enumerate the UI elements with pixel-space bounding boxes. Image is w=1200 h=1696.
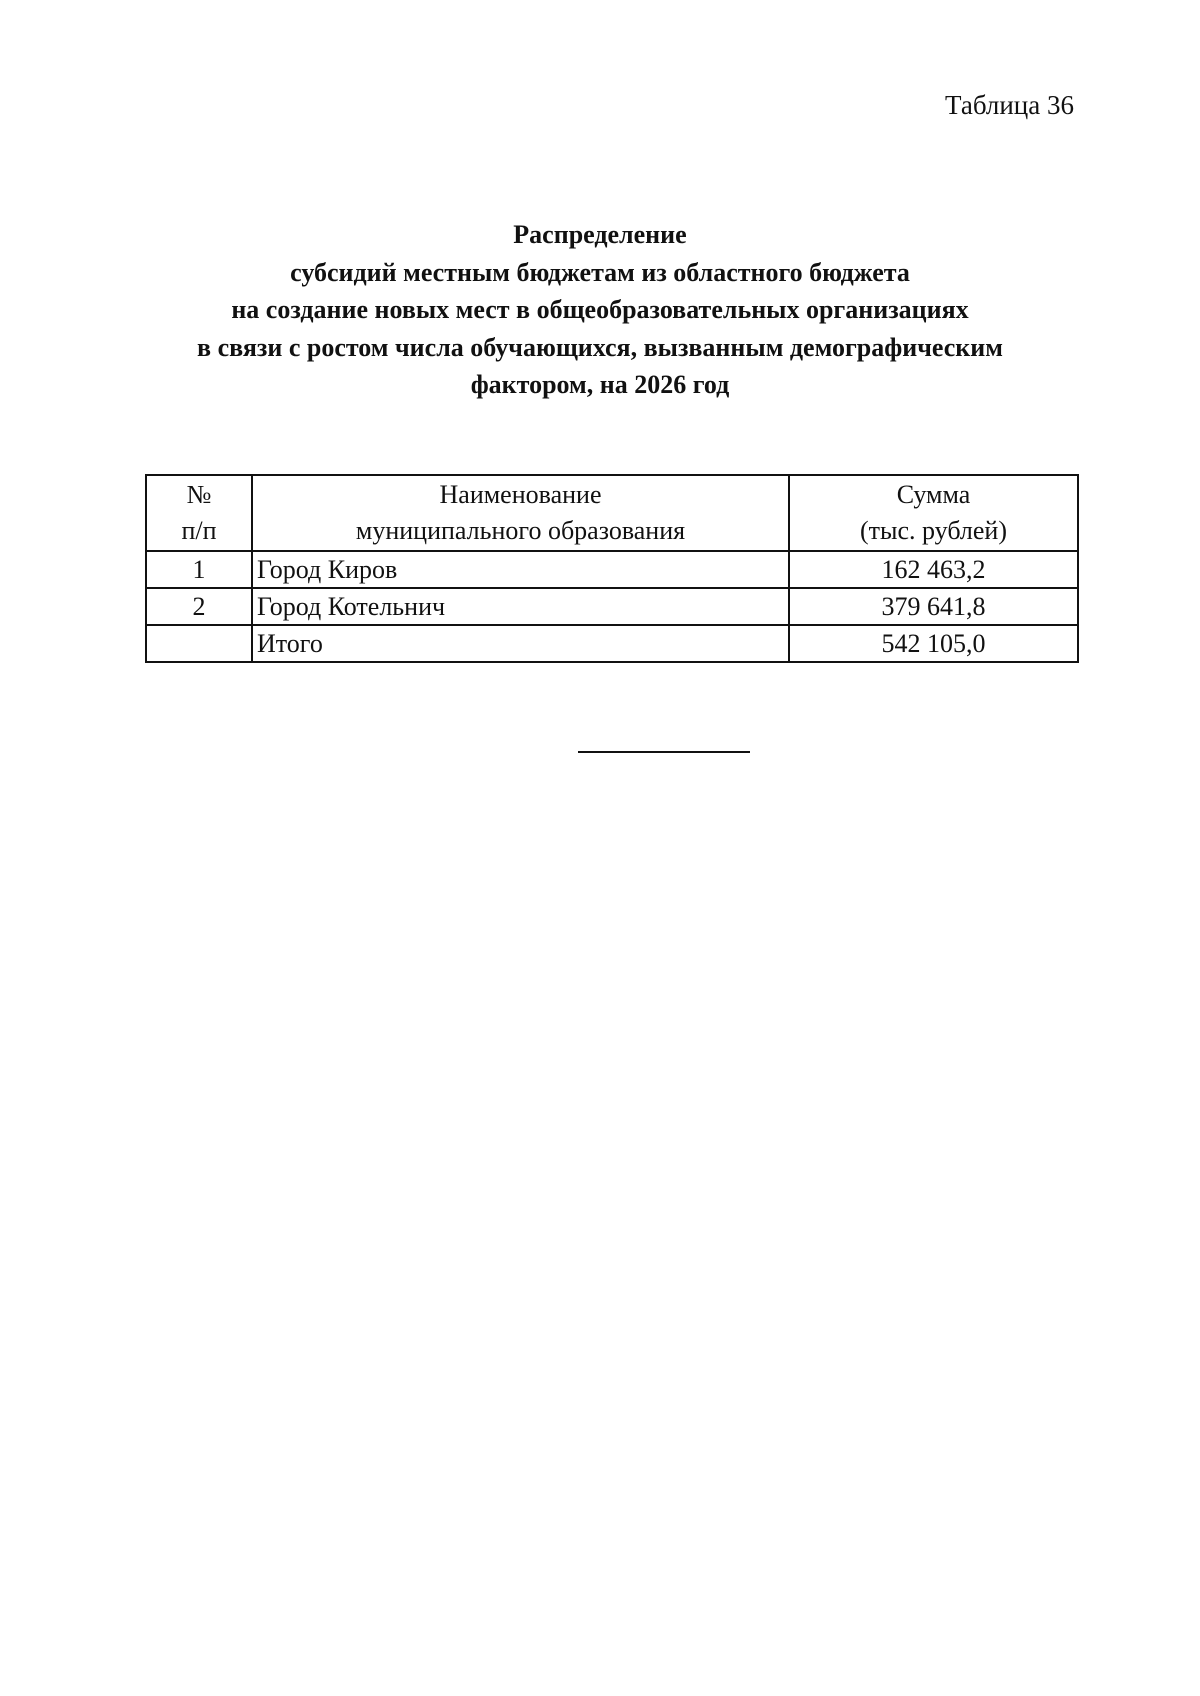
- table-total-row: [146, 625, 1078, 662]
- total-sum: 542 105,0: [789, 625, 1078, 662]
- table-header-row: [146, 475, 1078, 551]
- row-sum: 379 641,8: [789, 588, 1078, 625]
- header-municipality: [252, 475, 789, 551]
- title-line: на создание новых мест в общеобразовательных организациях: [231, 295, 969, 324]
- header-sum: [789, 475, 1078, 551]
- header-sum-line: (тыс. рублей): [859, 516, 1007, 545]
- distribution-table: [145, 474, 1079, 663]
- table-row: [146, 551, 1078, 588]
- row-municipality: Город Киров: [252, 551, 789, 588]
- row-number: 2: [146, 588, 252, 625]
- title-line: в связи с ростом числа обучающихся, вызванным демографическим: [197, 332, 1003, 362]
- title-line: субсидий местным бюджетам из областного бюджета: [290, 257, 910, 287]
- header-municipality-line: муниципального образования: [355, 516, 686, 545]
- row-municipality: Город Котельнич: [252, 588, 789, 625]
- end-rule: [578, 751, 750, 753]
- document-title: [100, 216, 1100, 404]
- header-number-line: п/п: [181, 516, 217, 545]
- header-number-line: №: [186, 480, 212, 509]
- total-number: [146, 625, 252, 662]
- title-line: Распределение: [513, 220, 687, 249]
- header-sum-line: Сумма: [896, 480, 971, 509]
- header-number: [146, 475, 252, 551]
- table-row: [146, 588, 1078, 625]
- header-municipality-line: Наименование: [439, 480, 602, 509]
- total-label: Итого: [252, 625, 789, 662]
- table-number: Таблица 36: [945, 90, 1074, 120]
- row-sum: 162 463,2: [789, 551, 1078, 588]
- title-line: фактором, на 2026 год: [470, 370, 730, 399]
- row-number: 1: [146, 551, 252, 588]
